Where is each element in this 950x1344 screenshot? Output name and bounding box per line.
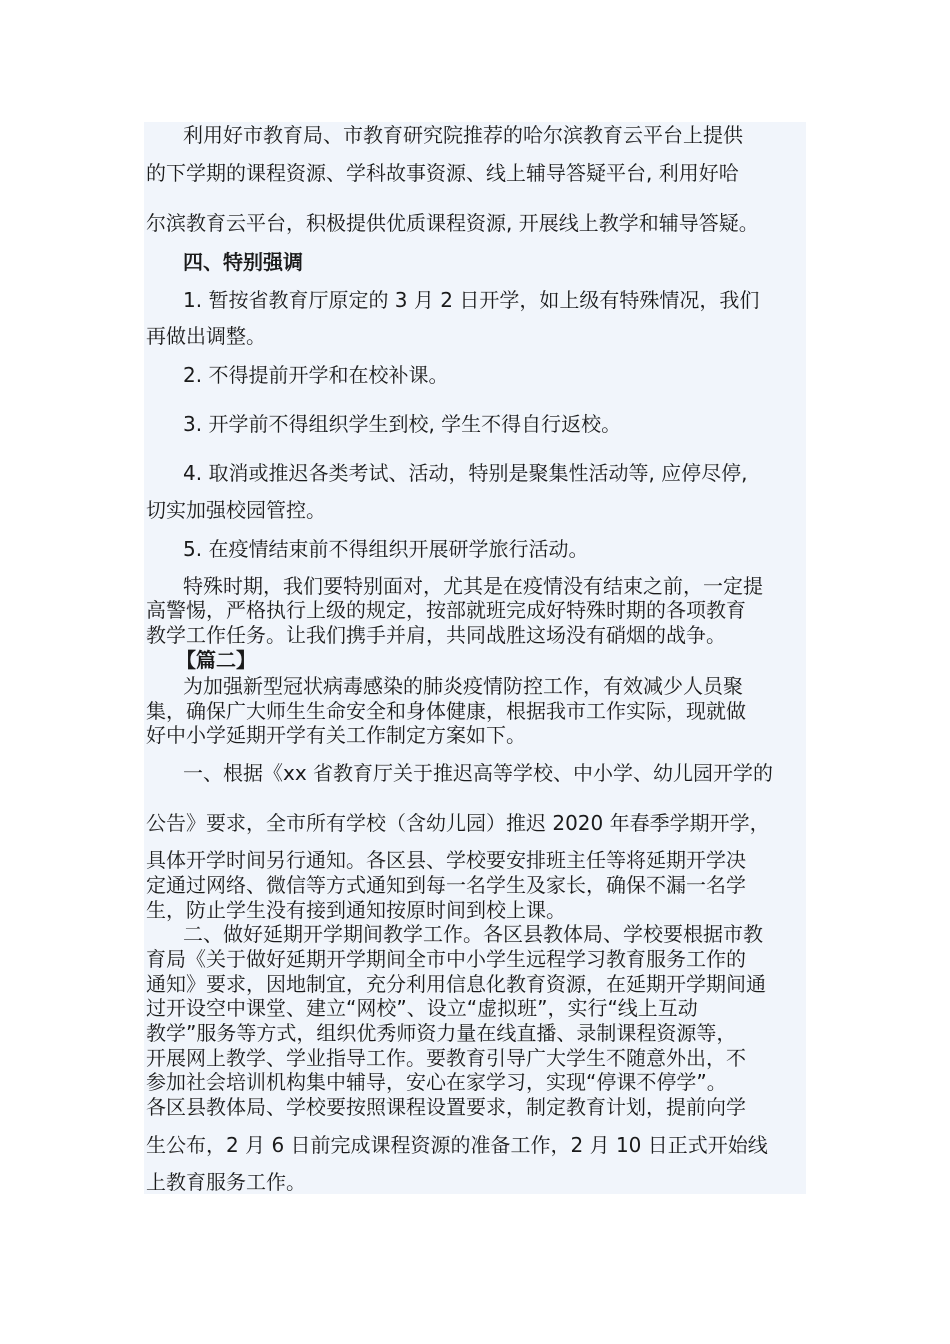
paragraph-line: 尔滨教育云平台，积极提供优质课程资源, 开展线上教学和辅导答疑。 [146,211,759,235]
paragraph-line: 过开设空中课堂、建立“网校”、设立“虚拟班”，实行“线上互动 [146,996,698,1020]
paragraph-line: 二、做好延期开学期间教学工作。各区县教体局、学校要根据市教 [183,922,763,946]
paragraph-line: 教学工作任务。让我们携手并肩，共同战胜这场没有硝烟的战争。 [146,623,726,647]
paragraph-line: 通知》要求，因地制宜，充分利用信息化教育资源，在延期开学期间通 [146,972,766,996]
paragraph-line: 公告》要求，全市所有学校（含幼儿园）推迟 2020 年春季学期开学， [146,811,770,835]
section-heading: 四、特别强调 [183,250,303,274]
paragraph-line: 上教育服务工作。 [146,1170,306,1194]
paragraph-line: 利用好市教育局、市教育研究院推荐的哈尔滨教育云平台上提供 [183,123,743,147]
paragraph-line: 一、根据《xx 省教育厅关于推迟高等学校、中小学、幼儿园开学的 [183,761,774,785]
paragraph-line: 好中小学延期开学有关工作制定方案如下。 [146,723,526,747]
paragraph-line: 各区县教体局、学校要按照课程设置要求，制定教育计划，提前向学 [146,1095,746,1119]
section-heading: 【篇二】 [176,648,256,672]
paragraph-line: 具体开学时间另行通知。各区县、学校要安排班主任等将延期开学决 [146,848,746,872]
paragraph-line: 的下学期的课程资源、学科故事资源、线上辅导答疑平台, 利用好哈 [146,161,739,185]
list-item: 2. 不得提前开学和在校补课。 [183,363,449,387]
paragraph-line: 生公布，2 月 6 日前完成课程资源的准备工作，2 月 10 日正式开始线 [146,1133,768,1157]
list-item: 1. 暂按省教育厅原定的 3 月 2 日开学，如上级有特殊情况，我们 [183,288,760,312]
paragraph-line: 集，确保广大师生生命安全和身体健康，根据我市工作实际，现就做 [146,699,746,723]
list-item: 4. 取消或推迟各类考试、活动，特别是聚集性活动等, 应停尽停, [183,461,748,485]
list-item: 5. 在疫情结束前不得组织开展研学旅行活动。 [183,537,589,561]
paragraph-line: 切实加强校园管控。 [146,498,326,522]
paragraph-line: 定通过网络、微信等方式通知到每一名学生及家长，确保不漏一名学 [146,873,746,897]
paragraph-line: 为加强新型冠状病毒感染的肺炎疫情防控工作，有效减少人员聚 [183,674,743,698]
paragraph-line: 开展网上教学、学业指导工作。要教育引导广大学生不随意外出，不 [146,1046,746,1070]
paragraph-line: 参加社会培训机构集中辅导，安心在家学习，实现“停课不停学”。 [146,1070,727,1094]
paragraph-line: 再做出调整。 [146,324,266,348]
paragraph-line: 育局《关于做好延期开学期间全市中小学生远程学习教育服务工作的 [146,947,746,971]
paragraph-line: 特殊时期，我们要特别面对，尤其是在疫情没有结束之前，一定提 [183,574,763,598]
paragraph-line: 高警惕，严格执行上级的规定，按部就班完成好特殊时期的各项教育 [146,598,746,622]
paragraph-line: 教学”服务等方式，组织优秀师资力量在线直播、录制课程资源等， [146,1021,737,1045]
paragraph-line: 生，防止学生没有接到通知按原时间到校上课。 [146,898,566,922]
list-item: 3. 开学前不得组织学生到校, 学生不得自行返校。 [183,412,622,436]
